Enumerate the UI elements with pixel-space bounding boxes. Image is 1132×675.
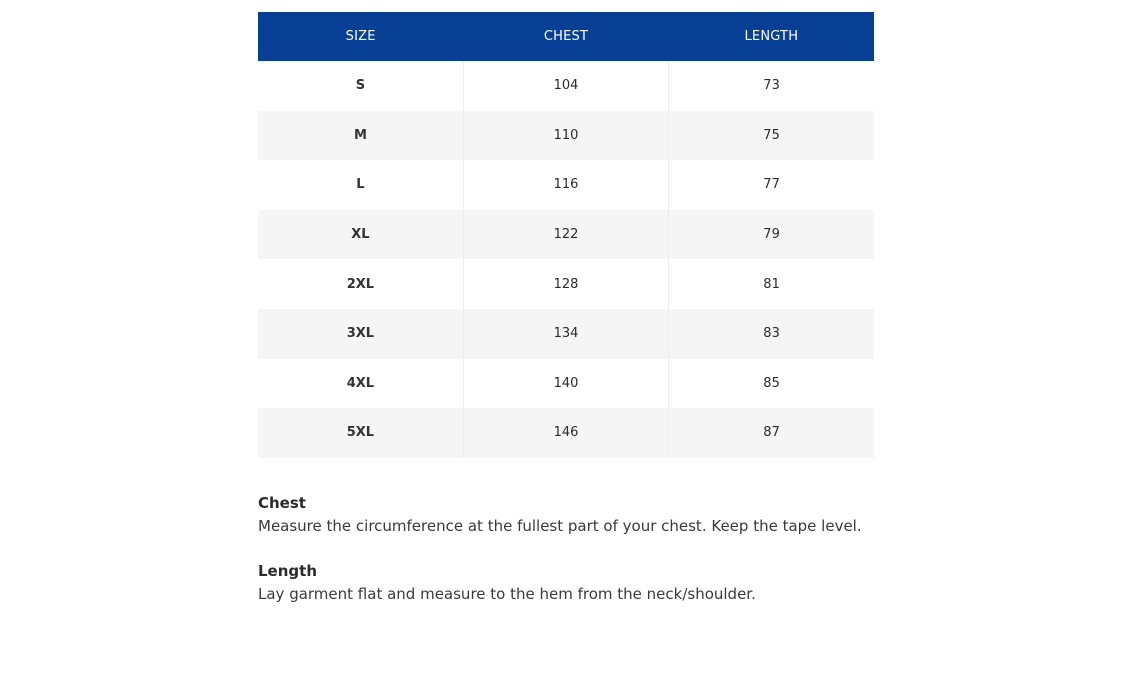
chest-cell: 134 bbox=[463, 309, 668, 359]
table-row bbox=[258, 210, 874, 260]
chest-cell: 104 bbox=[463, 61, 668, 111]
chest-cell: 140 bbox=[463, 359, 668, 409]
length-cell: 87 bbox=[669, 408, 874, 458]
length-cell: 77 bbox=[763, 177, 780, 193]
size-cell: M bbox=[258, 111, 463, 161]
table-row bbox=[258, 61, 874, 111]
chest-note-title: Chest bbox=[258, 494, 306, 512]
length-cell: 73 bbox=[763, 78, 780, 94]
size-cell: 5XL bbox=[258, 408, 463, 458]
length-cell: 79 bbox=[669, 210, 874, 260]
size-cell: 3XL bbox=[258, 309, 463, 359]
chest-cell: 122 bbox=[463, 210, 668, 260]
chest-cell: 110 bbox=[463, 111, 668, 161]
size-chart-body bbox=[258, 61, 874, 458]
table-row bbox=[258, 160, 874, 210]
measurement-notes bbox=[258, 492, 878, 628]
chest-cell: 116 bbox=[463, 160, 668, 210]
column-header-chest: CHEST bbox=[463, 12, 668, 61]
header-row bbox=[258, 12, 874, 61]
size-cell: 2XL bbox=[258, 259, 463, 309]
table-row bbox=[258, 408, 874, 458]
size-chart-header bbox=[258, 12, 874, 61]
chest-note-text: Measure the circumference at the fullest part of your chest. Keep the tape level. bbox=[258, 517, 862, 535]
size-chart-table bbox=[258, 12, 874, 458]
length-note-text: Lay garment flat and measure to the hem from the neck/shoulder. bbox=[258, 585, 756, 603]
length-cell: 81 bbox=[763, 276, 780, 292]
table-row bbox=[258, 359, 874, 409]
column-header-size: SIZE bbox=[258, 12, 463, 61]
table-row bbox=[258, 309, 874, 359]
size-cell: XL bbox=[258, 210, 463, 260]
chest-cell: 128 bbox=[463, 259, 668, 309]
size-cell: 4XL bbox=[258, 359, 463, 409]
column-header-length: LENGTH bbox=[669, 12, 874, 61]
length-cell: 83 bbox=[669, 309, 874, 359]
length-cell: 75 bbox=[669, 111, 874, 161]
table-row bbox=[258, 259, 874, 309]
length-note-title: Length bbox=[258, 562, 317, 580]
chest-cell: 146 bbox=[463, 408, 668, 458]
table-row bbox=[258, 111, 874, 161]
chest-note bbox=[258, 492, 878, 538]
length-cell: 85 bbox=[763, 375, 780, 391]
length-note bbox=[258, 560, 878, 606]
size-cell: S bbox=[258, 61, 463, 111]
size-cell: L bbox=[258, 160, 463, 210]
